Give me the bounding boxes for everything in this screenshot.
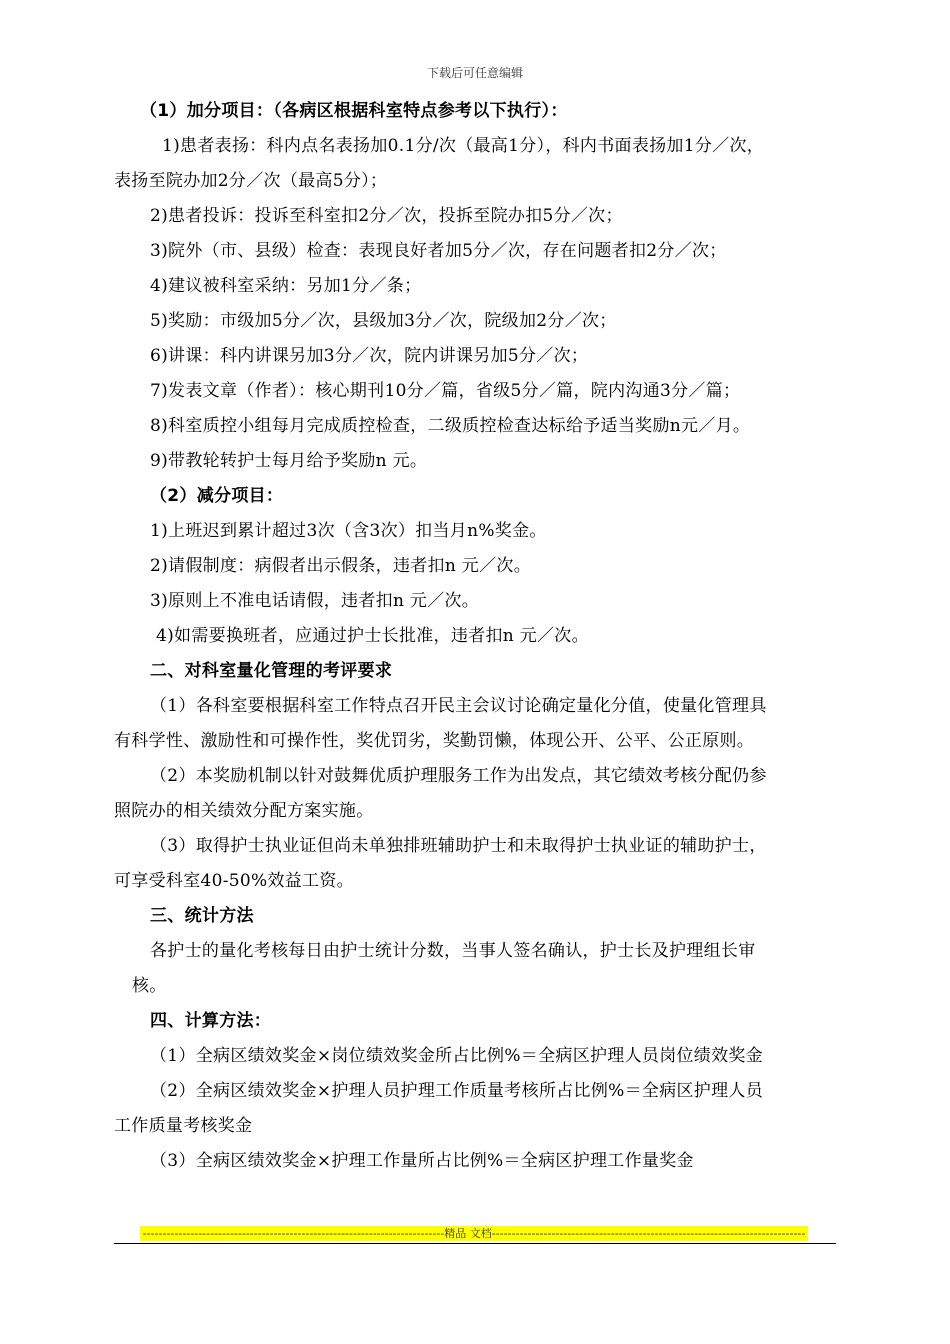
text-line: 3)原则上不准电话请假，违者扣n 元／次。 [150,591,480,611]
text-line: 2)请假制度：病假者出示假条，违者扣n 元／次。 [150,556,531,576]
text-line: 工作质量考核奖金 [114,1116,253,1136]
text-line: 照院办的相关绩效分配方案实施。 [114,801,374,821]
section-heading-deduction: （2）减分项目： [150,486,284,506]
section-heading-four: 四、计算方法： [150,1011,272,1031]
footer-banner: ----------------------------------------------------------------------------精品 文档------------------------------------------------------------------------------- [140,1226,808,1241]
text-line: 1)患者表扬：科内点名表扬加0.1分/次（最高1分），科内书面表扬加1分／次， [162,136,765,156]
footer-divider [114,1243,836,1244]
text-line: 各护士的量化考核每日由护士统计分数，当事人签名确认，护士长及护理组长审 [150,941,756,961]
text-line: 4)如需要换班者，应通过护士长批准，违者扣n 元／次。 [156,626,589,646]
text-line: （3）取得护士执业证但尚未单独排班辅助护士和未取得护士执业证的辅助护士， [150,836,767,856]
text-line: （2）本奖励机制以针对鼓舞优质护理服务工作为出发点，其它绩效考核分配仍参 [150,766,767,786]
text-line: 4)建议被科室采纳：另加1分／条； [150,276,422,296]
text-line: （3）全病区绩效奖金×护理工作量所占比例%＝全病区护理工作量奖金 [150,1151,694,1171]
section-heading-bonus: （1）加分项目：（各病区根据科室特点参考以下执行）： [140,101,568,121]
text-line: 可享受科室40-50%效益工资。 [114,871,354,891]
text-line: 核。 [132,976,167,996]
text-line: 3)院外（市、县级）检查：表现良好者加5分／次，存在问题者扣2分／次； [150,241,727,261]
text-line: 6)讲课：科内讲课另加3分／次，院内讲课另加5分／次； [150,346,589,366]
text-line: 8)科室质控小组每月完成质控检查，二级质控检查达标给予适当奖励n元／月。 [150,416,751,436]
text-line: （1）各科室要根据科室工作特点召开民主会议讨论确定量化分值，使量化管理具 [150,696,767,716]
text-line: 5)奖励：市级加5分／次，县级加3分／次，院级加2分／次； [150,311,617,331]
page-header: 下载后可任意编辑 [426,66,523,80]
text-line: 有科学性、激励性和可操作性，奖优罚劣，奖勤罚懒，体现公开、公平、公正原则。 [114,731,755,751]
section-heading-three: 三、统计方法 [150,906,254,926]
text-line: 1)上班迟到累计超过3次（含3次）扣当月n%奖金。 [150,521,547,541]
text-line: 7)发表文章（作者）：核心期刊10分／篇，省级5分／篇，院内沟通3分／篇； [150,381,741,401]
text-line: （1）全病区绩效奖金×岗位绩效奖金所占比例%＝全病区护理人员岗位绩效奖金 [150,1046,764,1066]
text-line: 表扬至院办加2分／次（最高5分）； [114,171,388,191]
text-line: （2）全病区绩效奖金×护理人员护理工作质量考核所占比例%＝全病区护理人员 [150,1081,764,1101]
text-line: 9)带教轮转护士每月给予奖励n 元。 [150,451,428,471]
section-heading-two: 二、对科室量化管理的考评要求 [150,661,393,681]
text-line: 2)患者投诉：投诉至科室扣2分／次，投拆至院办扣5分／次； [150,206,623,226]
